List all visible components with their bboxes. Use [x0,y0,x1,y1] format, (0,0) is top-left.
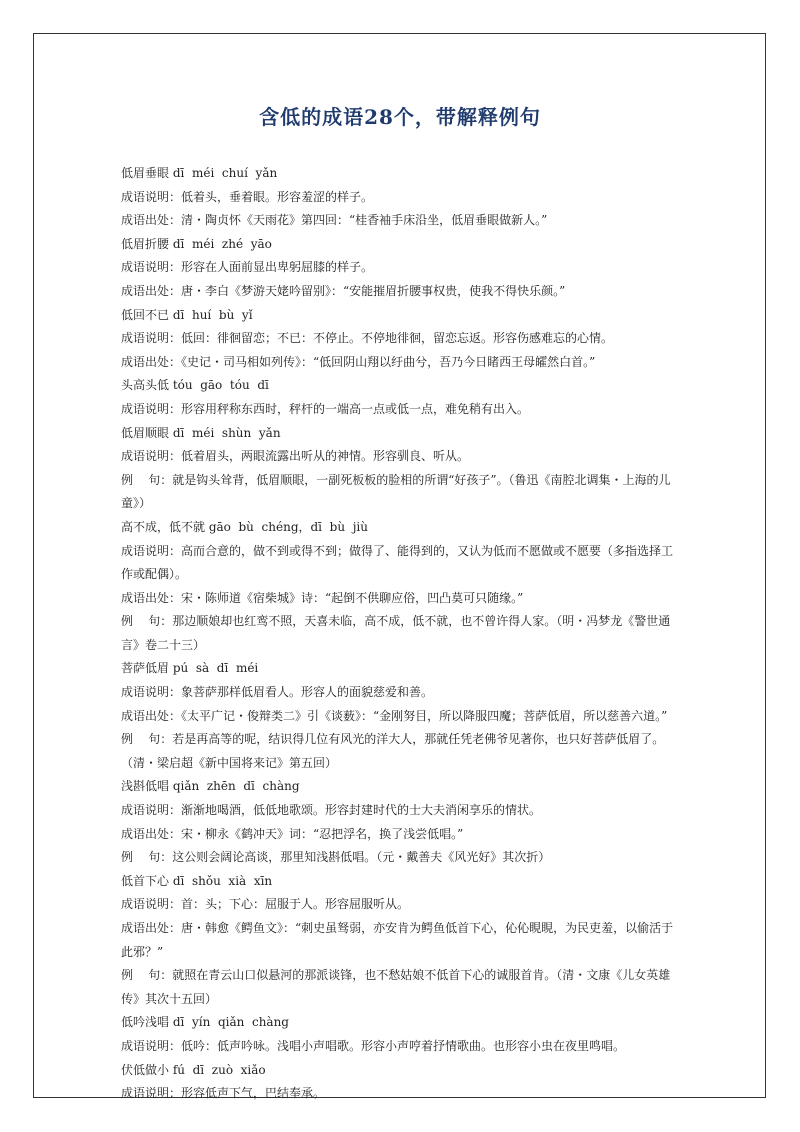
idiom-example: 例 句：就照在青云山口似悬河的那派谈锋，也不愁姑娘不低首下心的诚服首肯。（清・文康《儿女英雄传》其次十五回） [121,968,671,1006]
idiom-heading: 头高头低 tóu gāo tóu dī [121,378,269,393]
idiom-heading: 低眉顺眼 dī méi shùn yǎn [121,425,281,440]
idiom-heading: 菩萨低眉 pú sà dī méi [121,661,259,676]
idiom-example: 例 句：就是钩头耸背，低眉顺眼，一副死板板的脸相的所谓“好孩子”。（鲁迅《南腔北调集・上海的儿童》） [121,472,671,511]
idiom-example: 例 句：那边顺娘却也红鸾不照，天喜未临，高不成，低不就，也不曾许得人家。（明・冯梦龙《警世通言》卷二十三） [121,614,671,652]
idiom-meaning: 成语说明：低吟：低声吟咏。浅唱小声唱歌。形容小声哼着抒情歌曲。也形容小虫在夜里鸣唱。 [121,1038,626,1053]
idiom-source: 成语出处：《史记・司马相如列传》：“低回阴山翔以纡曲兮，吾乃今日睹西王母皬然白首。” [121,354,596,369]
idiom-meaning: 成语说明：高而合意的，做不到或得不到；做得了、能得到的，又认为低而不愿做或不愿要（多指选择工作或配偶）。 [121,543,674,582]
idiom-meaning: 成语说明：形容在人面前显出卑躬屈膝的样子。 [121,260,374,275]
document-body [121,162,681,1106]
idiom-meaning: 成语说明：低回：徘徊留恋；不已：不停止。不停地徘徊，留恋忘返。形容伤感难忘的心情。 [121,331,614,346]
idiom-meaning: 成语说明：形容低声下气，巴结奉承。 [121,1086,326,1101]
idiom-heading: 低眉折腰 dī méi zhé yāo [121,236,272,251]
idiom-heading: 伏低做小 fú dī zuò xiǎo [121,1062,266,1077]
idiom-heading: 低回不已 dī huí bù yǐ [121,307,253,322]
idiom-example: 例 句：这公则会阔论高谈，那里知浅斟低唱。（元・戴善夫《风光好》其次折） [121,850,551,865]
idiom-meaning: 成语说明：形容用秤称东西时，秤杆的一端高一点或低一点，难免稍有出入。 [121,401,530,416]
idiom-heading: 浅斟低唱 qiǎn zhēn dī chàng [121,779,300,794]
idiom-meaning: 成语说明：低着头，垂着眼。形容羞涩的样子。 [121,189,374,204]
idiom-source: 成语出处：唐・韩愈《鳄鱼文》：“刺史虽驽弱，亦安肯为鳄鱼低首下心，伈伈睍睍，为民吏羞，以偷活于此邪？” [121,921,674,959]
idiom-heading: 低眉垂眼 dī méi chuí yǎn [121,166,278,180]
idiom-source: 成语出处：唐・李白《梦游天姥吟留别》：“安能摧眉折腰事权贵，使我不得快乐颜。” [121,283,566,298]
idiom-meaning: 成语说明：首：头；下心：屈服于人。形容屈服听从。 [121,897,410,912]
idiom-source: 成语出处：宋・陈师道《宿柴城》诗：“起倒不供聊应俗，凹凸莫可只随缘。” [121,590,524,605]
idiom-heading: 低首下心 dī shǒu xià xīn [121,873,273,888]
idiom-source: 成语出处：宋・柳永《鹤冲天》词：“忍把浮名，换了浅尝低唱。” [121,826,464,841]
idiom-source: 成语出处：《太平广记・俊辩类二》引《谈薮》：“金刚努目，所以降服四魔；菩萨低眉，所以慈善六道。” [121,708,668,723]
idiom-example: 例 句：若是再高等的呢，结识得几位有风光的洋大人，那就任凭老佛爷见著你，也只好菩萨低眉了。（清・梁启超《新中国将来记》第五回） [121,732,665,770]
idiom-meaning: 成语说明：象菩萨那样低眉看人。形容人的面貌慈爱和善。 [121,685,434,700]
document-title: 含低的成语28个，带解释例句 [259,105,541,129]
idiom-heading: 高不成，低不就 gāo bù chéng，dī bù jiù [121,519,368,534]
idiom-heading: 低吟浅唱 dī yín qiǎn chàng [121,1015,289,1030]
idiom-meaning: 成语说明：渐渐地喝酒，低低地歌颂。形容封建时代的士大夫消闲享乐的情状。 [121,803,542,818]
idiom-source: 成语出处：清・陶贞怀《天雨花》第四回：“桂香袖手床沿坐，低眉垂眼做新人。” [121,213,548,228]
idiom-meaning: 成语说明：低着眉头，两眼流露出听从的神情。形容驯良、听从。 [121,449,470,464]
